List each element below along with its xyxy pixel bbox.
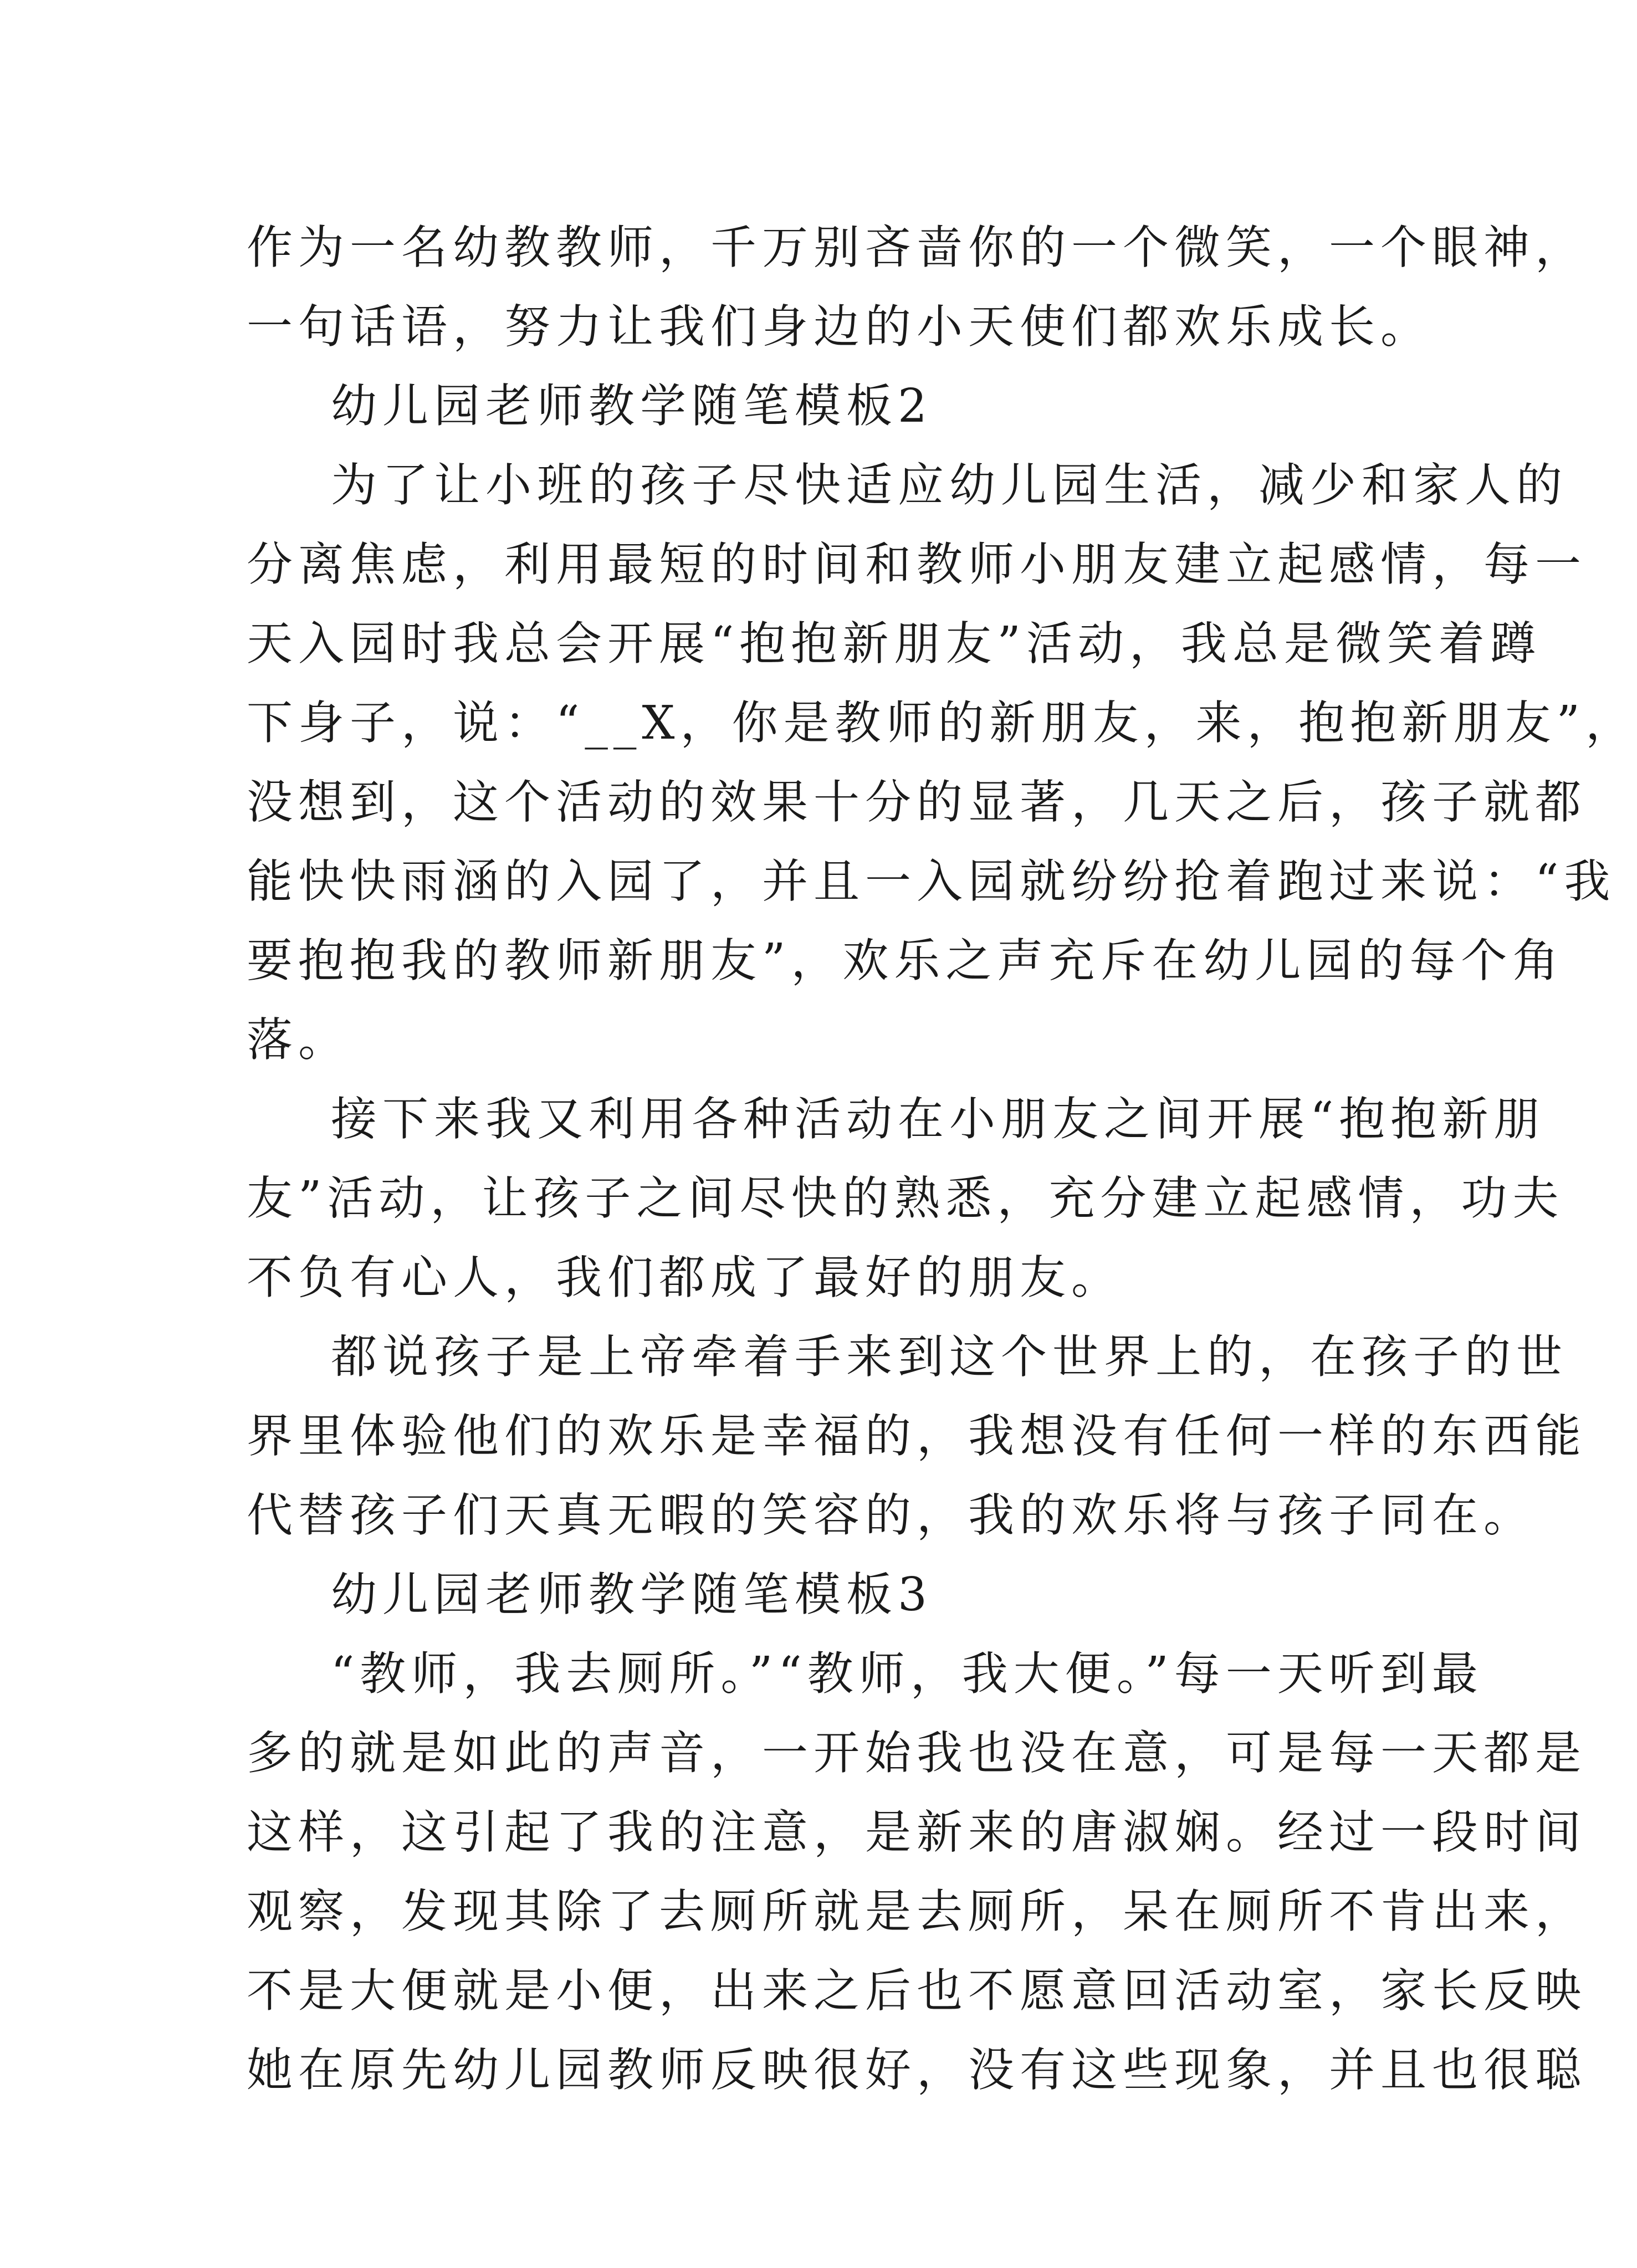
- text-line: 一句话语，努力让我们身边的小天使们都欢乐成长。: [247, 300, 1432, 354]
- paragraph-start: “教师，我去厕所。”“教师，我大便。”每一天听到最: [331, 1647, 1483, 1701]
- paragraph-start: 都说孩子是上帝牵着手来到这个世界上的，在孩子的世: [331, 1330, 1568, 1384]
- text-line: 界里体验他们的欢乐是幸福的，我想没有任何一样的东西能: [247, 1409, 1587, 1463]
- text-line: 下身子，说：“__X，你是教师的新朋友，来，抱抱新朋友”，: [247, 696, 1637, 750]
- text-line: 不是大便就是小便，出来之后也不愿意回活动室，家长反映: [247, 1964, 1587, 2018]
- text-line: 作为一名幼教教师，千万别吝啬你的一个微笑，一个眼神，: [247, 221, 1587, 274]
- section-heading: 幼儿园老师教学随笔模板3: [331, 1568, 933, 1621]
- text-line: 这样，这引起了我的注意，是新来的唐淑娴。经过一段时间: [247, 1805, 1587, 1859]
- text-line: 观察，发现其除了去厕所就是去厕所，呆在厕所不肯出来，: [247, 1885, 1587, 1938]
- text-line: 她在原先幼儿园教师反映很好，没有这些现象，并且也很聪: [247, 2043, 1587, 2097]
- paragraph-start: 接下来我又利用各种活动在小朋友之间开展“抱抱新朋: [331, 1092, 1546, 1146]
- text-line: 能快快雨涵的入园了，并且一入园就纷纷抢着跑过来说：“我: [247, 854, 1616, 908]
- text-line: 落。: [247, 1013, 350, 1067]
- text-line: 分离焦虑，利用最短的时间和教师小朋友建立起感情，每一: [247, 537, 1587, 591]
- text-line: 要抱抱我的教师新朋友”，欢乐之声充斥在幼儿园的每个角: [247, 934, 1564, 987]
- text-line: 不负有心人，我们都成了最好的朋友。: [247, 1251, 1123, 1304]
- text-line: 天入园时我总会开展“抱抱新朋友”活动，我总是微笑着蹲: [247, 617, 1542, 670]
- text-line: 没想到，这个活动的效果十分的显著，几天之后，孩子就都: [247, 775, 1587, 829]
- text-line: 友”活动，让孩子之间尽快的熟悉，充分建立起感情，功夫: [247, 1171, 1564, 1225]
- text-line: 代替孩子们天真无暇的笑容的，我的欢乐将与孩子同在。: [247, 1488, 1535, 1542]
- text-line: 多的就是如此的声音，一开始我也没在意，可是每一天都是: [247, 1726, 1587, 1780]
- document-body: [247, 208, 1637, 2110]
- paragraph-start: 为了让小班的孩子尽快适应幼儿园生活，减少和家人的: [331, 458, 1568, 512]
- section-heading: 幼儿园老师教学随笔模板2: [331, 379, 933, 433]
